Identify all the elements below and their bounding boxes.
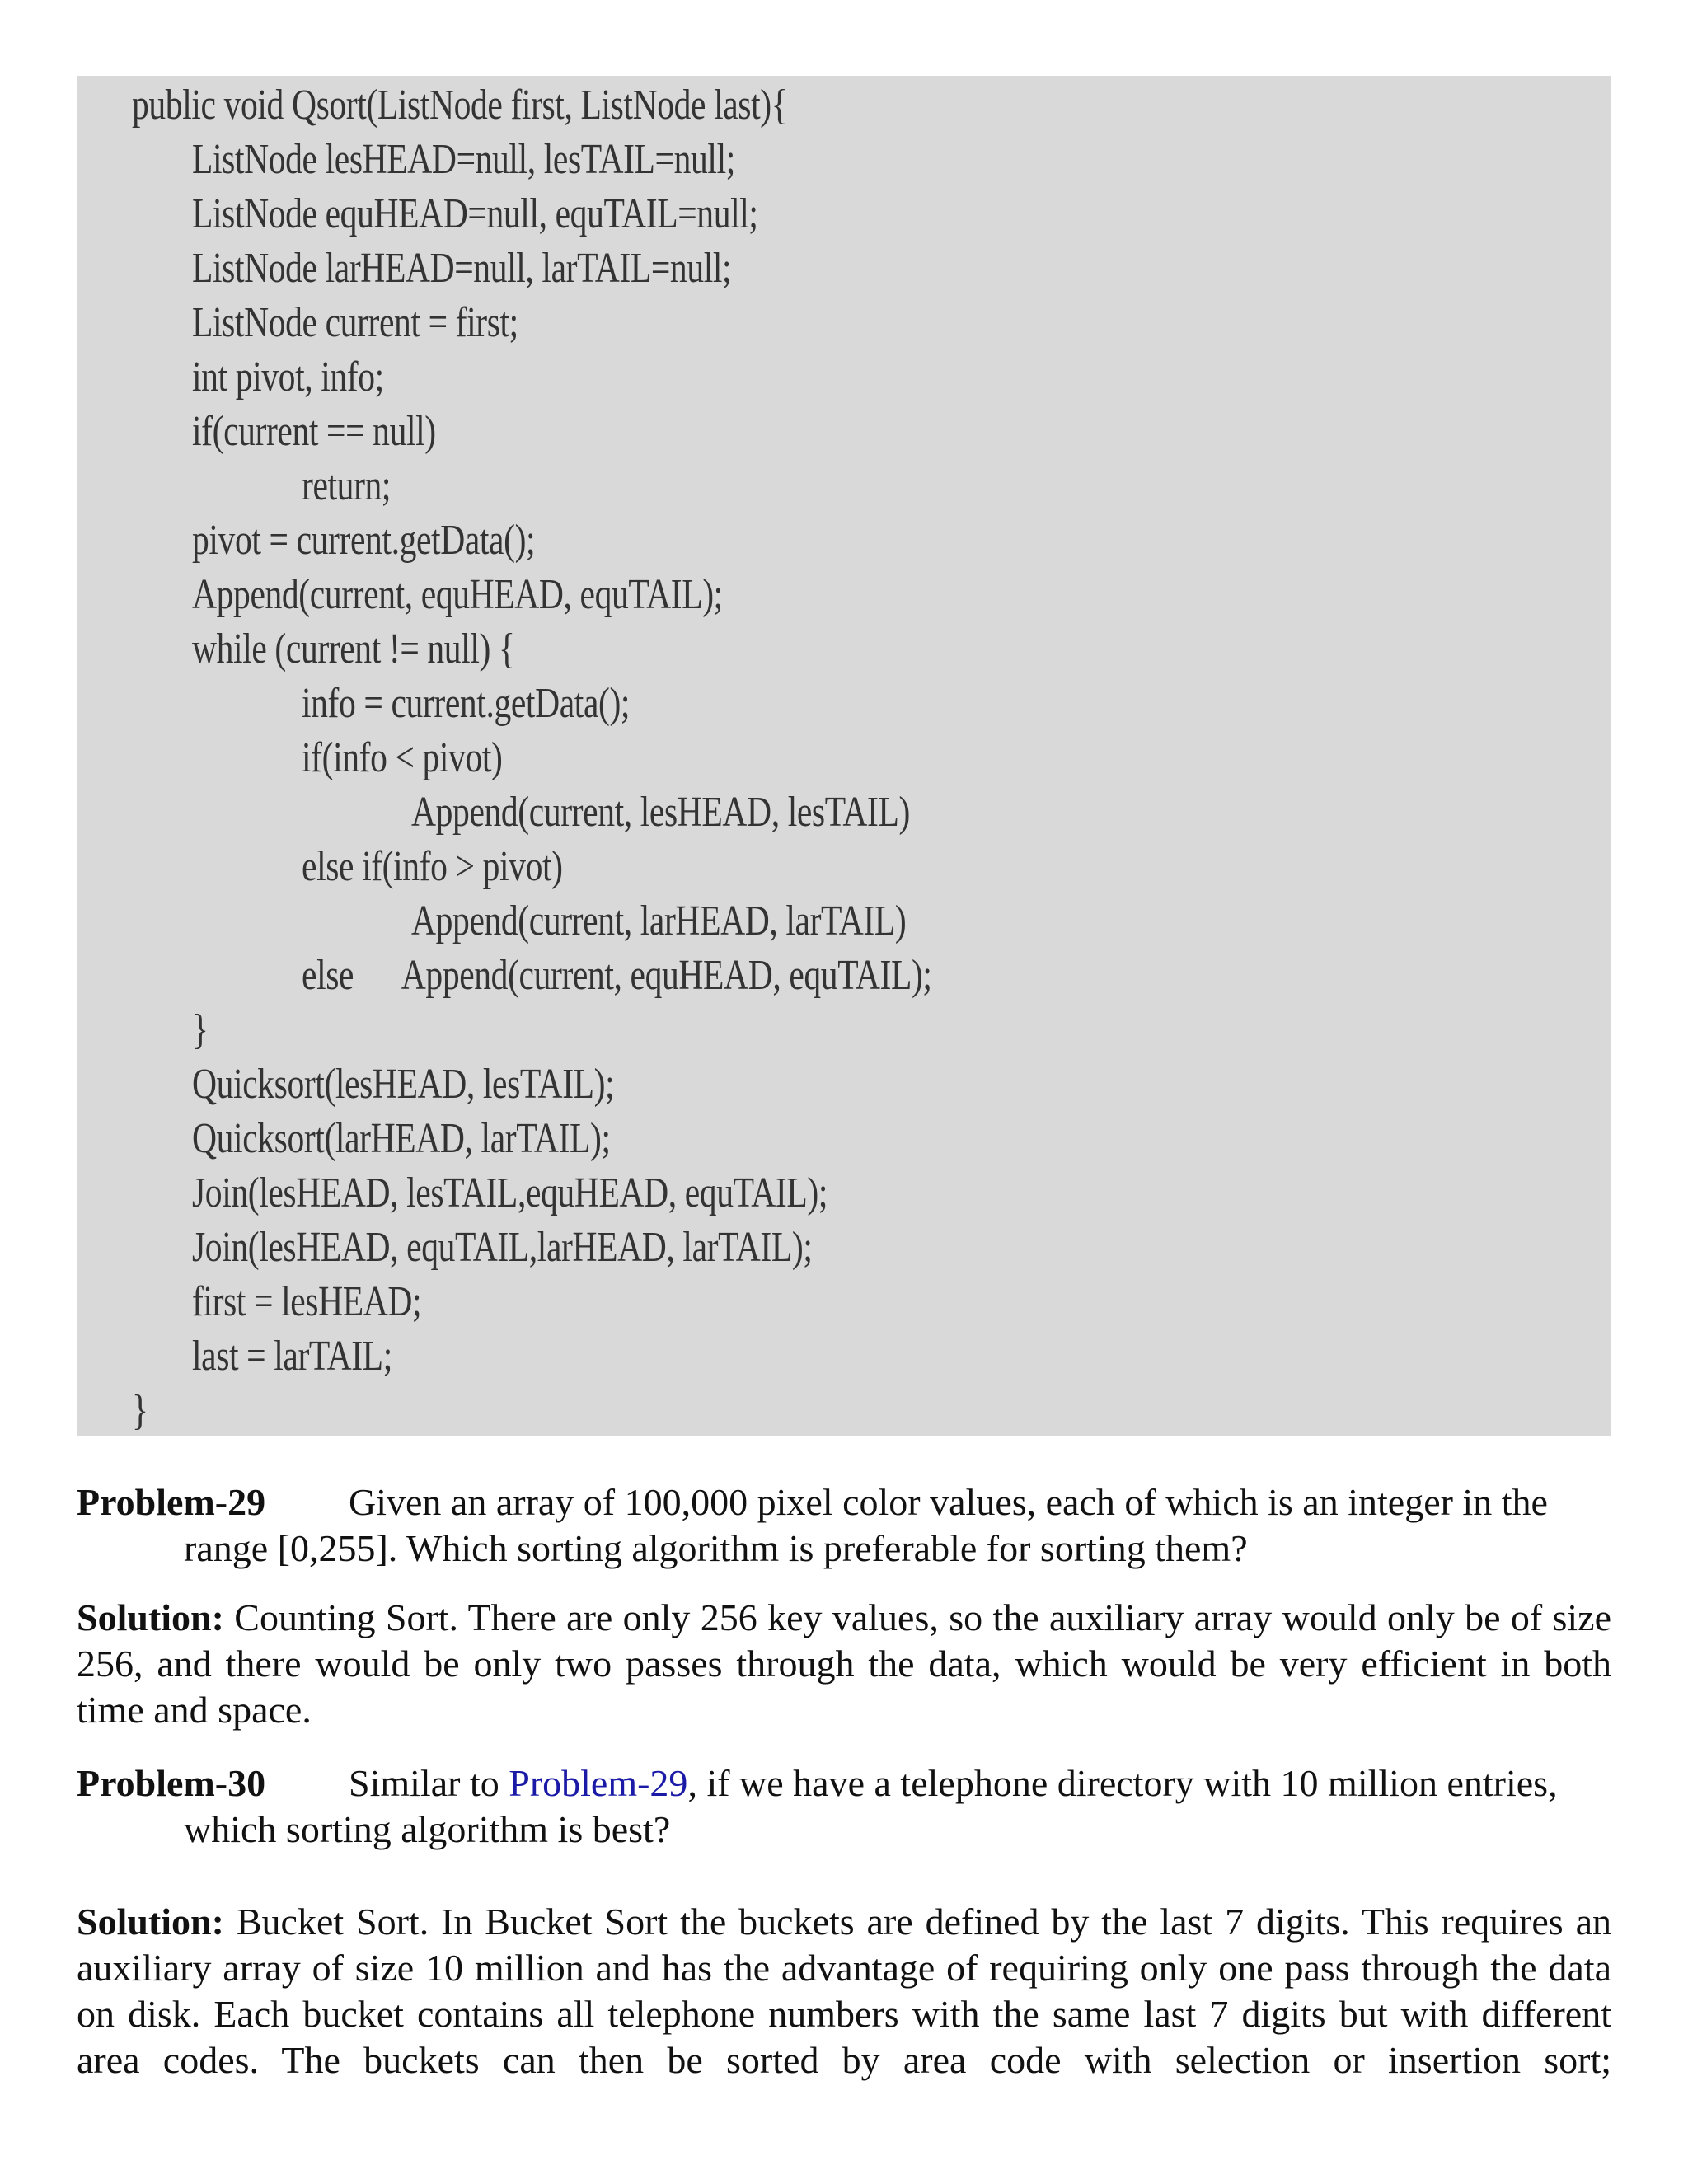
- code-listing-box: [77, 76, 1611, 1436]
- code-line: Join(lesHEAD, equTAIL,larHEAD, larTAIL);: [192, 1224, 813, 1271]
- solution-30-text: Bucket Sort. In Bucket Sort the buckets are defined by the last 7 digits. This requires an auxiliary array of size 10 million and has the advantage of requiring only one pass through the data on disk. Each bucket contains all telephone numbers with the same last 7 digits but with different area codes. The buckets can then be sorted by area code with selection or insertion sort;: [77, 1900, 1611, 2081]
- solution-29: [77, 1595, 1611, 1733]
- code-line: last = larTAIL;: [192, 1333, 392, 1380]
- problem-30-text-rest: which sorting algorithm is best?: [184, 1808, 671, 1850]
- code-line: int pivot, info;: [192, 354, 384, 401]
- problem-30-text-after-link: , if we have a telephone directory with 10 million entries,: [687, 1762, 1558, 1804]
- code-line: public void Qsort(ListNode first, ListNode last){: [132, 82, 788, 129]
- code-line: info = current.getData();: [302, 680, 631, 727]
- problem-29-label: Problem-29: [77, 1481, 266, 1523]
- code-line: ListNode lesHEAD=null, lesTAIL=null;: [192, 136, 735, 183]
- code-line: while (current != null) {: [192, 626, 515, 673]
- problem-29: [77, 1479, 1611, 1572]
- problem-30: [77, 1760, 1611, 1853]
- problem-29-text-first: Given an array of 100,000 pixel color values, each of which is an integer in the: [349, 1481, 1548, 1523]
- code-line: Join(lesHEAD, lesTAIL,equHEAD, equTAIL);: [192, 1169, 828, 1216]
- problem-29-text-rest: range [0,255]. Which sorting algorithm is preferable for sorting them?: [184, 1527, 1248, 1569]
- problem-30-label: Problem-30: [77, 1762, 266, 1804]
- solution-30: [77, 1899, 1611, 2083]
- code-line: Append(current, larHEAD, larTAIL): [411, 898, 907, 944]
- code-line: Append(current, equHEAD, equTAIL);: [192, 571, 723, 618]
- code-line: return;: [302, 462, 392, 509]
- code-line: if(current == null): [192, 408, 436, 455]
- code-line: first = lesHEAD;: [192, 1278, 422, 1325]
- problem-30-text-before-link: Similar to: [349, 1762, 509, 1804]
- solution-29-text: Counting Sort. There are only 256 key values, so the auxiliary array would only be of size 256, and there would be only two passes through the data, which would be very efficient in both time and space.: [77, 1596, 1611, 1731]
- code-line: Append(current, lesHEAD, lesTAIL): [411, 789, 910, 836]
- code-line: }: [132, 1387, 148, 1434]
- problem-29-link[interactable]: Problem-29: [509, 1762, 688, 1804]
- code-line: if(info < pivot): [302, 734, 503, 781]
- solution-30-label: Solution:: [77, 1900, 224, 1943]
- code-line: else if(info > pivot): [302, 843, 563, 890]
- code-line: Quicksort(larHEAD, larTAIL);: [192, 1115, 611, 1162]
- code-line: Quicksort(lesHEAD, lesTAIL);: [192, 1061, 615, 1108]
- solution-29-label: Solution:: [77, 1596, 224, 1638]
- code-line: }: [192, 1006, 209, 1053]
- code-line: pivot = current.getData();: [192, 517, 536, 564]
- code-line: else Append(current, equHEAD, equTAIL);: [302, 952, 932, 999]
- code-line: ListNode equHEAD=null, equTAIL=null;: [192, 190, 758, 237]
- code-line: ListNode larHEAD=null, larTAIL=null;: [192, 245, 732, 292]
- code-line: ListNode current = first;: [192, 299, 518, 346]
